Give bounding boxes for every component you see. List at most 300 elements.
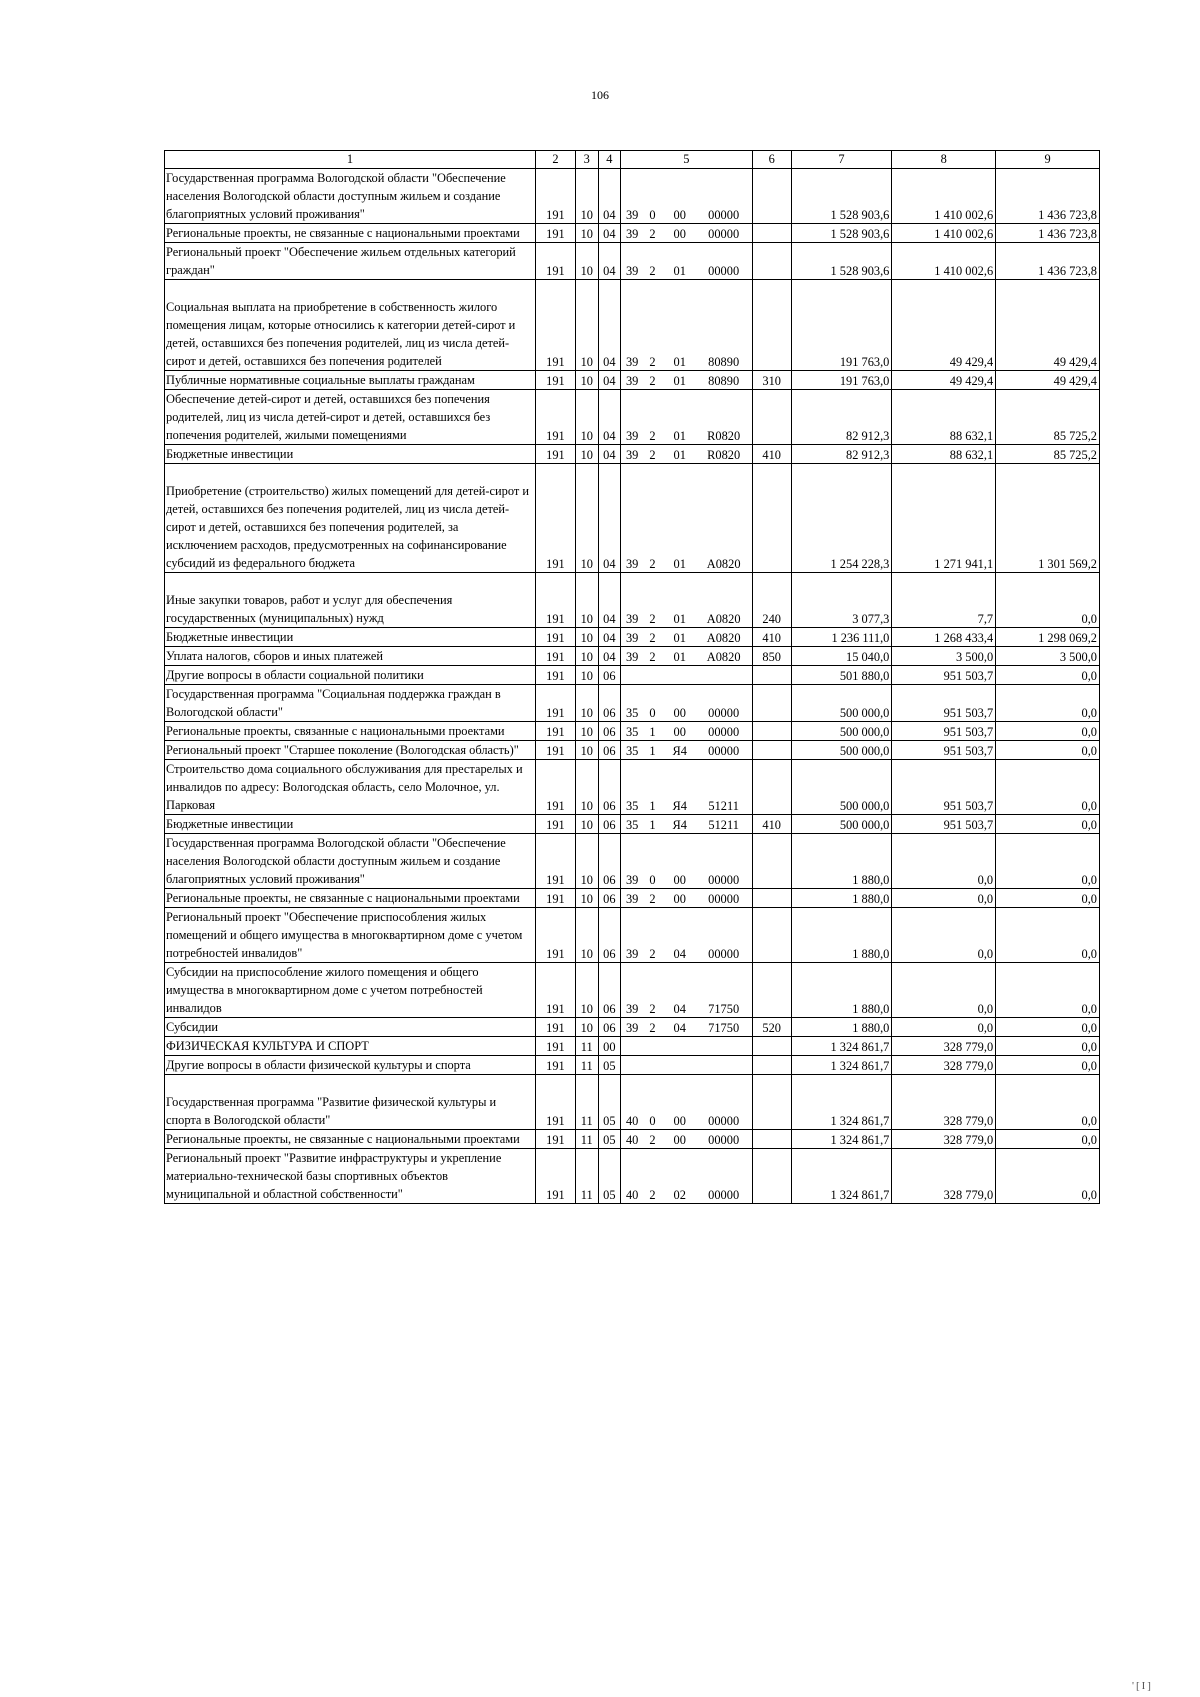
row-subsection-code: 06 [598, 741, 621, 760]
row-admin-code: 191 [535, 1018, 575, 1037]
row-program-code: 39 [621, 390, 642, 445]
row-direction-code: 00000 [696, 169, 753, 224]
table-row [165, 390, 1100, 445]
row-section-code: 10 [575, 741, 598, 760]
row-name-cell: Публичные нормативные социальные выплаты гражданам [165, 371, 536, 390]
row-name-cell: Региональный проект "Старшее поколение (Вологодская область)" [165, 741, 536, 760]
row-project-code: 04 [664, 963, 696, 1018]
row-name-cell: Региональные проекты, не связанные с национальными проектами [165, 889, 536, 908]
table-row [165, 722, 1100, 741]
row-amount-year-1: 191 763,0 [791, 371, 892, 390]
row-admin-code: 191 [535, 963, 575, 1018]
row-project-code: 01 [664, 445, 696, 464]
table-row [165, 685, 1100, 722]
row-direction-code: A0820 [696, 573, 753, 628]
row-subprogram-code: 2 [641, 1130, 664, 1149]
row-direction-code: A0820 [696, 464, 753, 573]
row-project-code: 01 [664, 647, 696, 666]
row-project-code: 04 [664, 1018, 696, 1037]
row-project-code: 00 [664, 834, 696, 889]
row-name-cell: Иные закупки товаров, работ и услуг для обеспечения государственных (муниципальных) нужд [165, 573, 536, 628]
row-expense-type: 410 [752, 445, 791, 464]
row-direction-code [696, 1056, 753, 1075]
row-amount-year-3: 0,0 [996, 889, 1100, 908]
row-subsection-code: 06 [598, 666, 621, 685]
table-row [165, 1056, 1100, 1075]
row-expense-type [752, 722, 791, 741]
row-subprogram-code [641, 666, 664, 685]
row-expense-type [752, 685, 791, 722]
row-expense-type: 310 [752, 371, 791, 390]
row-amount-year-3: 0,0 [996, 1075, 1100, 1130]
row-amount-year-2: 3 500,0 [892, 647, 996, 666]
row-program-code: 40 [621, 1149, 642, 1204]
row-name-cell: Региональные проекты, не связанные с национальными проектами [165, 1130, 536, 1149]
row-program-code: 39 [621, 573, 642, 628]
row-direction-code: 00000 [696, 685, 753, 722]
row-amount-year-1: 1 324 861,7 [791, 1037, 892, 1056]
row-subprogram-code [641, 1037, 664, 1056]
row-subsection-code: 04 [598, 390, 621, 445]
row-name-cell: Региональный проект "Обеспечение приспособления жилых помещений и общего имущества в многоквартирном доме с учетом потребностей инвалидов" [165, 908, 536, 963]
row-project-code: 01 [664, 280, 696, 371]
row-subprogram-code: 2 [641, 963, 664, 1018]
row-name-cell: Бюджетные инвестиции [165, 628, 536, 647]
row-project-code: 00 [664, 169, 696, 224]
row-section-code: 11 [575, 1130, 598, 1149]
row-direction-code: 00000 [696, 1149, 753, 1204]
row-amount-year-1: 1 254 228,3 [791, 464, 892, 573]
header-col-3: 3 [575, 151, 598, 169]
row-amount-year-1: 1 324 861,7 [791, 1130, 892, 1149]
row-section-code: 11 [575, 1149, 598, 1204]
row-direction-code: R0820 [696, 445, 753, 464]
row-program-code [621, 1056, 642, 1075]
row-admin-code: 191 [535, 445, 575, 464]
row-subsection-code: 05 [598, 1130, 621, 1149]
row-admin-code: 191 [535, 390, 575, 445]
row-admin-code: 191 [535, 1130, 575, 1149]
row-expense-type [752, 464, 791, 573]
row-project-code: 01 [664, 243, 696, 280]
row-admin-code: 191 [535, 628, 575, 647]
row-amount-year-1: 1 324 861,7 [791, 1149, 892, 1204]
row-subsection-code: 06 [598, 1018, 621, 1037]
row-amount-year-1: 1 324 861,7 [791, 1056, 892, 1075]
row-subsection-code: 05 [598, 1075, 621, 1130]
row-name-cell: ФИЗИЧЕСКАЯ КУЛЬТУРА И СПОРТ [165, 1037, 536, 1056]
row-admin-code: 191 [535, 169, 575, 224]
row-project-code [664, 1056, 696, 1075]
row-name-cell: Строительство дома социального обслуживания для престарелых и инвалидов по адресу: Вологодская область, село Молочное, ул. Парковая [165, 760, 536, 815]
row-section-code: 11 [575, 1037, 598, 1056]
table-row [165, 889, 1100, 908]
row-section-code: 10 [575, 834, 598, 889]
row-amount-year-1: 500 000,0 [791, 760, 892, 815]
row-subsection-code: 04 [598, 628, 621, 647]
row-program-code: 39 [621, 647, 642, 666]
page-number: 106 [591, 88, 609, 102]
row-amount-year-3: 1 298 069,2 [996, 628, 1100, 647]
header-col-6: 6 [752, 151, 791, 169]
row-amount-year-1: 500 000,0 [791, 685, 892, 722]
table-row [165, 666, 1100, 685]
row-name-cell: Субсидии [165, 1018, 536, 1037]
row-admin-code: 191 [535, 573, 575, 628]
row-section-code: 10 [575, 815, 598, 834]
row-project-code: Я4 [664, 741, 696, 760]
row-amount-year-2: 951 503,7 [892, 666, 996, 685]
row-admin-code: 191 [535, 243, 575, 280]
row-expense-type [752, 1149, 791, 1204]
row-amount-year-2: 49 429,4 [892, 280, 996, 371]
row-subprogram-code: 1 [641, 760, 664, 815]
row-subsection-code: 06 [598, 685, 621, 722]
row-program-code: 39 [621, 908, 642, 963]
row-subprogram-code: 2 [641, 464, 664, 573]
row-subprogram-code: 2 [641, 573, 664, 628]
row-section-code: 10 [575, 963, 598, 1018]
row-program-code: 39 [621, 445, 642, 464]
row-subsection-code: 06 [598, 834, 621, 889]
row-expense-type [752, 1130, 791, 1149]
row-subsection-code: 04 [598, 371, 621, 390]
row-amount-year-2: 1 410 002,6 [892, 243, 996, 280]
row-amount-year-1: 82 912,3 [791, 445, 892, 464]
row-amount-year-1: 500 000,0 [791, 741, 892, 760]
budget-table [164, 150, 1100, 1204]
row-amount-year-2: 951 503,7 [892, 685, 996, 722]
header-row [165, 151, 1100, 169]
row-project-code: 01 [664, 390, 696, 445]
row-admin-code: 191 [535, 224, 575, 243]
table-row [165, 1037, 1100, 1056]
row-amount-year-3: 1 301 569,2 [996, 464, 1100, 573]
row-direction-code [696, 1037, 753, 1056]
row-project-code: 01 [664, 573, 696, 628]
row-subsection-code: 05 [598, 1056, 621, 1075]
row-program-code: 35 [621, 685, 642, 722]
table-row [165, 1130, 1100, 1149]
row-name-cell: Бюджетные инвестиции [165, 815, 536, 834]
row-section-code: 10 [575, 889, 598, 908]
row-name-cell: Приобретение (строительство) жилых помещений для детей-сирот и детей, оставшихся без попечения родителей, лиц из числа детей-сирот и детей, оставшихся без попечения родителей, за исключением расходов, предусмотренных на софинансирование субсидий из федерального бюджета [165, 464, 536, 573]
row-subsection-code: 06 [598, 815, 621, 834]
row-admin-code: 191 [535, 666, 575, 685]
row-name-cell: Государственная программа "Развитие физической культуры и спорта в Вологодской области" [165, 1075, 536, 1130]
row-amount-year-3: 0,0 [996, 963, 1100, 1018]
row-section-code: 10 [575, 390, 598, 445]
row-subsection-code: 06 [598, 889, 621, 908]
row-amount-year-1: 1 880,0 [791, 1018, 892, 1037]
row-amount-year-2: 1 268 433,4 [892, 628, 996, 647]
row-name-cell: Региональный проект "Обеспечение жильем отдельных категорий граждан" [165, 243, 536, 280]
row-name-cell: Государственная программа "Социальная поддержка граждан в Вологодской области" [165, 685, 536, 722]
row-section-code: 10 [575, 722, 598, 741]
row-amount-year-3: 1 436 723,8 [996, 224, 1100, 243]
row-name-cell: Субсидии на приспособление жилого помещения и общего имущества в многоквартирном доме с учетом потребностей инвалидов [165, 963, 536, 1018]
row-expense-type [752, 169, 791, 224]
row-amount-year-3: 49 429,4 [996, 280, 1100, 371]
row-subsection-code: 06 [598, 908, 621, 963]
row-subprogram-code: 2 [641, 1149, 664, 1204]
row-section-code: 10 [575, 1018, 598, 1037]
row-amount-year-3: 0,0 [996, 760, 1100, 815]
row-direction-code: 80890 [696, 371, 753, 390]
row-direction-code: A0820 [696, 647, 753, 666]
row-amount-year-2: 49 429,4 [892, 371, 996, 390]
row-expense-type [752, 280, 791, 371]
table-row [165, 464, 1100, 573]
row-amount-year-2: 951 503,7 [892, 760, 996, 815]
row-admin-code: 191 [535, 280, 575, 371]
row-amount-year-2: 328 779,0 [892, 1056, 996, 1075]
row-subsection-code: 05 [598, 1149, 621, 1204]
row-amount-year-2: 1 410 002,6 [892, 169, 996, 224]
row-program-code: 39 [621, 834, 642, 889]
row-direction-code [696, 666, 753, 685]
row-amount-year-1: 1 528 903,6 [791, 224, 892, 243]
table-row [165, 1018, 1100, 1037]
row-subprogram-code: 1 [641, 722, 664, 741]
table-row [165, 371, 1100, 390]
row-direction-code: 00000 [696, 1075, 753, 1130]
row-program-code: 35 [621, 760, 642, 815]
row-amount-year-3: 85 725,2 [996, 445, 1100, 464]
row-section-code: 10 [575, 243, 598, 280]
row-amount-year-1: 191 763,0 [791, 280, 892, 371]
row-amount-year-2: 0,0 [892, 889, 996, 908]
row-section-code: 11 [575, 1056, 598, 1075]
row-project-code [664, 666, 696, 685]
table-row [165, 1149, 1100, 1204]
table-row [165, 628, 1100, 647]
row-section-code: 10 [575, 666, 598, 685]
row-admin-code: 191 [535, 741, 575, 760]
row-project-code: 00 [664, 889, 696, 908]
row-direction-code: 00000 [696, 722, 753, 741]
row-program-code: 35 [621, 741, 642, 760]
row-direction-code: 00000 [696, 243, 753, 280]
table-row [165, 243, 1100, 280]
row-amount-year-3: 0,0 [996, 741, 1100, 760]
row-amount-year-1: 1 324 861,7 [791, 1075, 892, 1130]
row-direction-code: R0820 [696, 390, 753, 445]
row-expense-type [752, 224, 791, 243]
header-col-4: 4 [598, 151, 621, 169]
row-program-code: 39 [621, 243, 642, 280]
row-amount-year-2: 328 779,0 [892, 1130, 996, 1149]
row-amount-year-3: 0,0 [996, 1037, 1100, 1056]
row-expense-type [752, 1037, 791, 1056]
table-body [165, 169, 1100, 1204]
row-name-cell: Другие вопросы в области физической культуры и спорта [165, 1056, 536, 1075]
table-row [165, 741, 1100, 760]
row-program-code: 39 [621, 169, 642, 224]
row-program-code: 39 [621, 280, 642, 371]
row-amount-year-2: 88 632,1 [892, 445, 996, 464]
table-row [165, 573, 1100, 628]
row-amount-year-1: 500 000,0 [791, 815, 892, 834]
row-section-code: 10 [575, 169, 598, 224]
row-name-cell: Уплата налогов, сборов и иных платежей [165, 647, 536, 666]
row-amount-year-2: 951 503,7 [892, 815, 996, 834]
row-direction-code: 00000 [696, 889, 753, 908]
row-expense-type: 850 [752, 647, 791, 666]
row-amount-year-1: 1 880,0 [791, 834, 892, 889]
row-name-cell: Государственная программа Вологодской области "Обеспечение населения Вологодской области доступным жильем и создание благоприятных условий проживания" [165, 169, 536, 224]
row-subprogram-code: 2 [641, 280, 664, 371]
row-program-code [621, 1037, 642, 1056]
row-amount-year-3: 0,0 [996, 666, 1100, 685]
row-amount-year-3: 0,0 [996, 685, 1100, 722]
row-admin-code: 191 [535, 1075, 575, 1130]
row-program-code: 40 [621, 1130, 642, 1149]
row-program-code: 39 [621, 1018, 642, 1037]
row-amount-year-3: 0,0 [996, 834, 1100, 889]
row-amount-year-3: 0,0 [996, 908, 1100, 963]
row-program-code: 40 [621, 1075, 642, 1130]
row-program-code [621, 666, 642, 685]
row-expense-type [752, 760, 791, 815]
row-section-code: 10 [575, 760, 598, 815]
table-row [165, 908, 1100, 963]
row-project-code: Я4 [664, 760, 696, 815]
row-section-code: 10 [575, 280, 598, 371]
row-expense-type [752, 834, 791, 889]
row-name-cell: Региональные проекты, связанные с национальными проектами [165, 722, 536, 741]
row-project-code: 00 [664, 722, 696, 741]
row-expense-type [752, 390, 791, 445]
table-row [165, 169, 1100, 224]
row-expense-type [752, 908, 791, 963]
row-project-code: 00 [664, 1075, 696, 1130]
row-amount-year-1: 1 880,0 [791, 908, 892, 963]
row-section-code: 11 [575, 1075, 598, 1130]
row-admin-code: 191 [535, 1149, 575, 1204]
header-col-2: 2 [535, 151, 575, 169]
row-program-code: 39 [621, 889, 642, 908]
row-program-code: 35 [621, 815, 642, 834]
row-direction-code: 00000 [696, 908, 753, 963]
row-program-code: 39 [621, 464, 642, 573]
row-amount-year-1: 1 528 903,6 [791, 243, 892, 280]
row-admin-code: 191 [535, 889, 575, 908]
row-subprogram-code: 0 [641, 169, 664, 224]
row-amount-year-2: 951 503,7 [892, 722, 996, 741]
row-admin-code: 191 [535, 760, 575, 815]
table-row [165, 280, 1100, 371]
row-subsection-code: 04 [598, 224, 621, 243]
row-expense-type [752, 1075, 791, 1130]
header-col-1: 1 [165, 151, 536, 169]
row-subprogram-code: 2 [641, 908, 664, 963]
row-project-code: 04 [664, 908, 696, 963]
row-subsection-code: 06 [598, 722, 621, 741]
row-subprogram-code: 0 [641, 685, 664, 722]
row-section-code: 10 [575, 224, 598, 243]
row-subsection-code: 04 [598, 464, 621, 573]
table-row [165, 647, 1100, 666]
row-name-cell: Социальная выплата на приобретение в собственность жилого помещения лицам, которые относились к категории детей-сирот и детей, оставшихся без попечения родителей, лиц из числа детей-сирот и детей, оставшихся без попечения родителей [165, 280, 536, 371]
row-section-code: 10 [575, 371, 598, 390]
row-subprogram-code: 0 [641, 1075, 664, 1130]
row-expense-type [752, 1056, 791, 1075]
row-subprogram-code: 0 [641, 834, 664, 889]
row-direction-code: 51211 [696, 815, 753, 834]
row-admin-code: 191 [535, 371, 575, 390]
row-expense-type [752, 666, 791, 685]
row-amount-year-2: 328 779,0 [892, 1075, 996, 1130]
row-program-code: 35 [621, 722, 642, 741]
row-program-code: 39 [621, 371, 642, 390]
row-admin-code: 191 [535, 1037, 575, 1056]
row-subprogram-code: 2 [641, 390, 664, 445]
row-project-code: 01 [664, 464, 696, 573]
row-amount-year-1: 1 880,0 [791, 963, 892, 1018]
header-col-9: 9 [996, 151, 1100, 169]
row-subprogram-code: 2 [641, 647, 664, 666]
row-project-code: 01 [664, 628, 696, 647]
row-subprogram-code: 2 [641, 445, 664, 464]
row-subprogram-code: 2 [641, 243, 664, 280]
row-section-code: 10 [575, 445, 598, 464]
row-amount-year-2: 951 503,7 [892, 741, 996, 760]
row-section-code: 10 [575, 908, 598, 963]
row-subsection-code: 06 [598, 963, 621, 1018]
row-direction-code: 51211 [696, 760, 753, 815]
row-expense-type: 410 [752, 815, 791, 834]
row-amount-year-2: 0,0 [892, 908, 996, 963]
row-subprogram-code [641, 1056, 664, 1075]
row-subprogram-code: 2 [641, 889, 664, 908]
row-amount-year-2: 0,0 [892, 834, 996, 889]
corner-mark: '[I] [1132, 1680, 1153, 1692]
row-name-cell: Региональные проекты, не связанные с национальными проектами [165, 224, 536, 243]
row-amount-year-2: 328 779,0 [892, 1037, 996, 1056]
row-amount-year-3: 49 429,4 [996, 371, 1100, 390]
row-admin-code: 191 [535, 815, 575, 834]
row-subprogram-code: 1 [641, 815, 664, 834]
row-amount-year-3: 1 436 723,8 [996, 169, 1100, 224]
row-amount-year-3: 0,0 [996, 722, 1100, 741]
row-direction-code: 00000 [696, 834, 753, 889]
row-amount-year-3: 0,0 [996, 1149, 1100, 1204]
row-subprogram-code: 2 [641, 1018, 664, 1037]
table-row [165, 834, 1100, 889]
row-subsection-code: 04 [598, 647, 621, 666]
row-amount-year-3: 1 436 723,8 [996, 243, 1100, 280]
row-program-code: 39 [621, 224, 642, 243]
row-project-code: 00 [664, 1130, 696, 1149]
row-amount-year-3: 0,0 [996, 815, 1100, 834]
row-section-code: 10 [575, 628, 598, 647]
row-subsection-code: 04 [598, 280, 621, 371]
row-section-code: 10 [575, 685, 598, 722]
row-name-cell: Государственная программа Вологодской области "Обеспечение населения Вологодской области доступным жильем и создание благоприятных условий проживания" [165, 834, 536, 889]
row-admin-code: 191 [535, 647, 575, 666]
row-subsection-code: 04 [598, 573, 621, 628]
table-row [165, 445, 1100, 464]
row-amount-year-2: 328 779,0 [892, 1149, 996, 1204]
table-row [165, 224, 1100, 243]
row-name-cell: Обеспечение детей-сирот и детей, оставшихся без попечения родителей, лиц из числа детей-сирот и детей, оставшихся без попечения родителей, жилыми помещениями [165, 390, 536, 445]
header-col-8: 8 [892, 151, 996, 169]
row-subsection-code: 00 [598, 1037, 621, 1056]
row-admin-code: 191 [535, 722, 575, 741]
row-amount-year-1: 1 528 903,6 [791, 169, 892, 224]
row-program-code: 39 [621, 628, 642, 647]
